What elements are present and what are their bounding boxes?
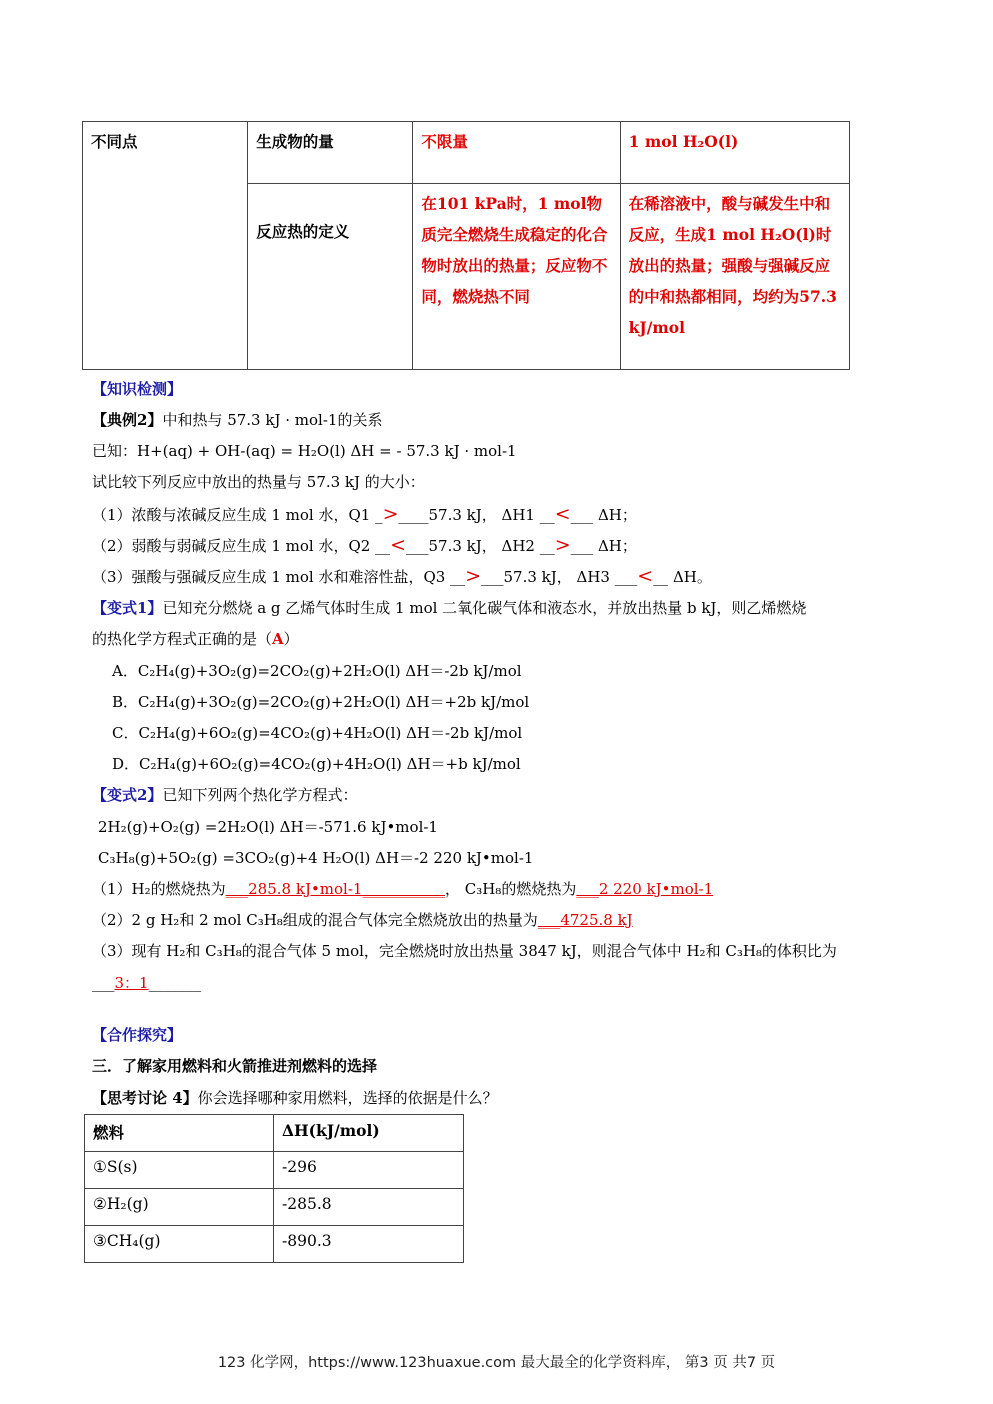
part-3-answer (92, 972, 201, 993)
table-header: ΔH(kJ/mol) (274, 1115, 464, 1152)
variant-tag: 【变式2】 (92, 786, 163, 804)
answer: ___2 220 kJ•mol-1 (576, 880, 714, 898)
question-text: （1）浓酸与浓碱反应生成 1 mol 水，Q1 _ (92, 506, 383, 524)
fuel-table (84, 1114, 464, 1263)
part-2 (92, 909, 633, 930)
answer: > (554, 534, 571, 556)
variant-text: 已知下列两个热化学方程式： (162, 786, 358, 804)
question-1 (92, 503, 637, 525)
table-cell: -285.8 (274, 1189, 464, 1226)
option-c: C．C₂H₄(g)+6O₂(g)=4CO₂(g)+4H₂O(l) ΔH＝-2b kJ/mol (112, 724, 523, 742)
compare-prompt: 试比较下列反应中放出的热量与 57.3 kJ 的大小： (92, 473, 425, 491)
equation-1: 2H₂(g)+O₂(g) =2H₂O(l) ΔH＝-571.6 kJ•mol-1 (98, 818, 438, 836)
answer: > (465, 565, 481, 587)
question-text: __ ΔH。 (653, 568, 712, 586)
question-text: ___ ΔH； (570, 537, 637, 555)
subsection-heading: 三．了解家用燃料和火箭推进剂燃料的选择 (92, 1057, 378, 1075)
answer: ___285.8 kJ•mol-1___________ (225, 880, 445, 898)
variant-1-line1 (92, 597, 806, 618)
table-cell: -296 (274, 1152, 464, 1189)
table-cell: 反应热的定义 (248, 184, 413, 370)
table-row (85, 1226, 464, 1263)
option-a: A．C₂H₄(g)+3O₂(g)=2CO₂(g)+2H₂O(l) ΔH＝-2b kJ/mol (112, 662, 522, 680)
table-cell: ③CH₄(g) (85, 1226, 274, 1263)
discussion-prompt (92, 1087, 498, 1108)
option-d: D．C₂H₄(g)+6O₂(g)=4CO₂(g)+4H₂O(l) ΔH＝+b kJ/mol (112, 755, 521, 773)
question-text: ____57.3 kJ， ΔH1 __ (398, 506, 555, 524)
answer: < (390, 534, 406, 556)
discussion-text: 你会选择哪种家用燃料，选择的依据是什么？ (197, 1089, 498, 1107)
section-heading: 【知识检测】 (92, 380, 183, 398)
section-heading: 【合作探究】 (92, 1026, 183, 1044)
question-3 (92, 565, 712, 587)
page-footer: 123 化学网，https://www.123huaxue.com 最大最全的化学资料库， 第3 页 共7 页 (217, 1355, 776, 1371)
question-text: ___ ΔH； (570, 506, 637, 524)
table-cell: 不同点 (83, 122, 248, 370)
table-cell: ①S(s) (85, 1152, 274, 1189)
table-cell: -890.3 (274, 1226, 464, 1263)
answer: < (637, 565, 654, 587)
given-equation: 已知：H+(aq) + OH-(aq) = H₂O(l) ΔH = - 57.3 kJ · mol-1 (92, 442, 517, 460)
question-2 (92, 534, 637, 556)
variant-2-title (92, 784, 357, 805)
variant-text: 已知充分燃烧 a g 乙烯气体时生成 1 mol 二氧化碳气体和液态水，并放出热量 b kJ，则乙烯燃烧 (162, 599, 807, 617)
table-cell: 不限量 (413, 122, 620, 184)
answer: > (382, 503, 399, 525)
blank: _______ (148, 974, 202, 992)
discussion-tag: 【思考讨论 4】 (92, 1089, 198, 1107)
table-cell: 在稀溶液中，酸与碱发生中和反应，生成1 mol H₂O(l)时放出的热量；强酸与强碱反应的中和热都相同，均约为57.3 kJ/mol (620, 184, 849, 370)
table-header: 燃料 (85, 1115, 274, 1152)
example-text: 中和热与 57.3 kJ · mol-1的关系 (162, 411, 383, 429)
answer: A (272, 630, 284, 648)
part-1 (92, 878, 713, 899)
part-3: （3）现有 H₂和 C₃H₈的混合气体 5 mol，完全燃烧时放出热量 3847 kJ，则混合气体中 H₂和 C₃H₈的体积比为 (92, 942, 837, 960)
answer: < (554, 503, 571, 525)
table-cell: 生成物的量 (248, 122, 413, 184)
table-row (85, 1152, 464, 1189)
question-text: ___57.3 kJ， ΔH3 ___ (480, 568, 638, 586)
question-text: （2）2 g H₂和 2 mol C₃H₈组成的混合气体完全燃烧放出的热量为 (92, 911, 538, 929)
option-b: B．C₂H₄(g)+3O₂(g)=2CO₂(g)+2H₂O(l) ΔH＝+2b kJ/mol (112, 693, 530, 711)
variant-tag: 【变式1】 (92, 599, 163, 617)
blank: ___ (92, 974, 115, 992)
example-tag: 【典例2】 (92, 411, 163, 429)
variant-text: 的热化学方程式正确的是（ (92, 630, 273, 648)
question-text: （2）弱酸与弱碱反应生成 1 mol 水，Q2 __ (92, 537, 391, 555)
table-cell: ②H₂(g) (85, 1189, 274, 1226)
table-row (85, 1189, 464, 1226)
table-cell: 在101 kPa时，1 mol物质完全燃烧生成稳定的化合物时放出的热量；反应物不同，燃烧热不同 (413, 184, 620, 370)
example-title (92, 409, 382, 430)
answer: 3：1 (114, 974, 149, 992)
question-text: （1）H₂的燃烧热为 (92, 880, 226, 898)
variant-text: ） (283, 630, 299, 648)
question-text: （3）强酸与强碱反应生成 1 mol 水和难溶性盐，Q3 __ (92, 568, 466, 586)
equation-2: C₃H₈(g)+5O₂(g) =3CO₂(g)+4 H₂O(l) ΔH＝-2 220 kJ•mol-1 (98, 849, 534, 867)
question-text: ___57.3 kJ， ΔH2 __ (405, 537, 555, 555)
question-text: ， C₃H₈的燃烧热为 (444, 880, 577, 898)
answer: ___4725.8 kJ (537, 911, 633, 929)
variant-1-line2 (92, 628, 299, 649)
table-cell: 1 mol H₂O(l) (620, 122, 849, 184)
comparison-table (82, 121, 850, 370)
